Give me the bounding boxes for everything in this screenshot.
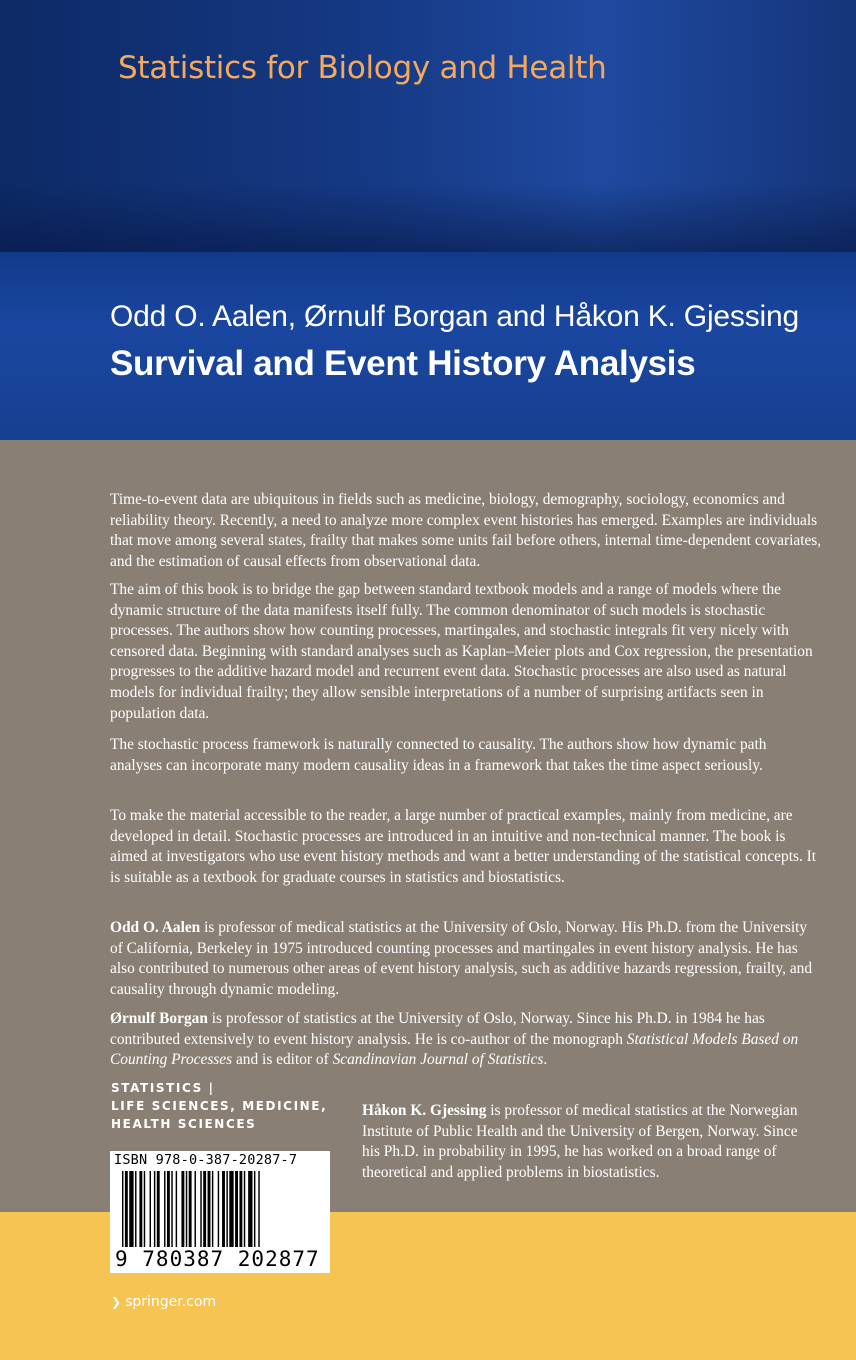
barcode-bar <box>248 1171 252 1251</box>
bio-name-gjessing: Håkon K. Gjessing <box>362 1102 487 1119</box>
barcode-bar <box>164 1171 165 1251</box>
barcode-bar <box>186 1171 187 1251</box>
bio-text-gjessing: is professor of medical statistics at the Norwegian Institute of Public Health and the University of Bergen, Norway. Since his Ph.D. in probability in 1995, he has worked on a broad range of theoretical and applied problems in biostatistics. <box>362 1102 798 1181</box>
barcode-bar <box>129 1171 133 1251</box>
isbn-barcode <box>110 1151 330 1273</box>
category-line: HEALTH SCIENCES <box>111 1117 257 1131</box>
blurb-text: The aim of this book is to bridge the gap between standard textbook models and a range of models where the dynamic structure of the data manifests itself fully. The common denominator of such models is stochastic processes. The authors show how counting processes, martingales, and stochastic integrals fit very nicely with censored data. Beginning with standard analyses such as Kaplan–Meier plots and Cox regression, the presentation progresses to the additive hazard model and recurrent event data. Stochastic processes are also used as natural models for individual frailty; they allow sensible interpretations of a number of surprising artifacts seen in population data. <box>110 581 813 722</box>
blurb-text: The stochastic process framework is naturally connected to causality. The authors show how dynamic path analyses can incorporate many modern causality ideas in a framework that takes the time aspect seriously. <box>110 736 767 774</box>
bio-text-borgan: is professor of statistics at the University of Oslo, Norway. Since his Ph.D. in 1984 he has contributed extensively to event history analysis. He is co-author of the monograph <box>110 1010 765 1048</box>
barcode-bar <box>229 1171 233 1251</box>
chevron-right-icon: ❯ <box>111 1295 122 1309</box>
header-band <box>0 0 856 252</box>
barcode-bar <box>154 1171 155 1251</box>
category-line: LIFE SCIENCES, MEDICINE, <box>111 1099 328 1113</box>
barcode-bar <box>222 1171 225 1251</box>
blurb-paragraph-3 <box>110 735 822 776</box>
barcode-bar <box>195 1171 196 1251</box>
bio-text-borgan-2: and is editor of <box>232 1051 333 1069</box>
barcode-bar <box>135 1171 136 1251</box>
barcode-bar <box>212 1171 213 1251</box>
blurb-text: To make the material accessible to the reader, a large number of practical examples, mainly from medicine, are developed in detail. Stochastic processes are introduced in an intuitive and non-technical manner. The book is aimed at investigators who use event history methods and want a better understanding of the statistical concepts. It is suitable as a textbook for graduate courses in statistics and biostatistics. <box>110 807 817 886</box>
barcode-bar <box>203 1171 206 1251</box>
publisher-url: springer.com <box>125 1294 217 1310</box>
barcode-bar <box>122 1171 123 1251</box>
bio-text-borgan-3: . <box>543 1051 548 1069</box>
barcode-bar <box>167 1171 170 1251</box>
barcode-bar <box>144 1171 145 1251</box>
authors-line: Odd O. Aalen, Ørnulf Borgan and Håkon K. Gjessing <box>110 300 799 333</box>
barcode-bar <box>244 1171 245 1251</box>
barcode-bar <box>218 1171 219 1251</box>
barcode-bar <box>181 1171 184 1251</box>
barcode-bar <box>235 1171 238 1251</box>
barcode-bar <box>239 1171 242 1251</box>
barcode-bar <box>125 1171 128 1251</box>
blurb-paragraph-1 <box>110 490 822 572</box>
barcode-bar <box>171 1171 172 1251</box>
category-line: STATISTICS | <box>111 1081 215 1095</box>
barcode-bar <box>226 1171 227 1251</box>
isbn-label: ISBN 978-0-387-20287-7 <box>114 1152 298 1168</box>
series-title: Statistics for Biology and Health <box>118 50 607 86</box>
barcode-bar <box>254 1171 255 1251</box>
publisher-link[interactable] <box>111 1294 216 1310</box>
barcode-bar <box>139 1171 142 1251</box>
barcode-bar <box>208 1171 211 1251</box>
barcode-bar <box>176 1171 177 1251</box>
barcode-bar <box>157 1171 160 1251</box>
isbn-digits: 9 780387 202877 <box>115 1247 320 1271</box>
barcode-bar <box>189 1171 192 1251</box>
bio-name-aalen: Odd O. Aalen <box>110 919 201 936</box>
blurb-text: Time-to-event data are ubiquitous in fields such as medicine, biology, demography, sociology, economics and reliability theory. Recently, a need to analyze more complex event histories has emerged. Examples are individuals that move among several states, frailty that makes some units fail before others, internal time-dependent covariates, and the estimation of causal effects from observational data. <box>110 491 822 570</box>
barcode-bars <box>122 1171 322 1251</box>
barcode-bar <box>200 1171 201 1251</box>
bio-borgan <box>110 1009 822 1071</box>
blurb-paragraph-4 <box>110 806 822 888</box>
bio-aalen <box>110 918 822 1000</box>
barcode-bar <box>150 1171 151 1251</box>
journal-title: Scandinavian Journal of Statistics <box>332 1051 544 1069</box>
subject-categories <box>111 1079 327 1133</box>
monograph-title: Statistical Models Based on Counting Processes <box>110 1030 799 1069</box>
book-title: Survival and Event History Analysis <box>110 344 696 383</box>
barcode-bar <box>258 1171 259 1251</box>
bio-name-borgan: Ørnulf Borgan <box>110 1010 208 1027</box>
blurb-paragraph-2 <box>110 580 822 724</box>
bio-text-aalen: is professor of medical statistics at the University of Oslo, Norway. His Ph.D. from the University of California, Berkeley in 1975 introduced counting processes and martingales in event history analysis. He has also contributed to numerous other areas of event history analysis, such as additive hazards regression, frailty, and causality through dynamic modeling. <box>110 919 813 998</box>
bio-gjessing <box>362 1101 817 1183</box>
